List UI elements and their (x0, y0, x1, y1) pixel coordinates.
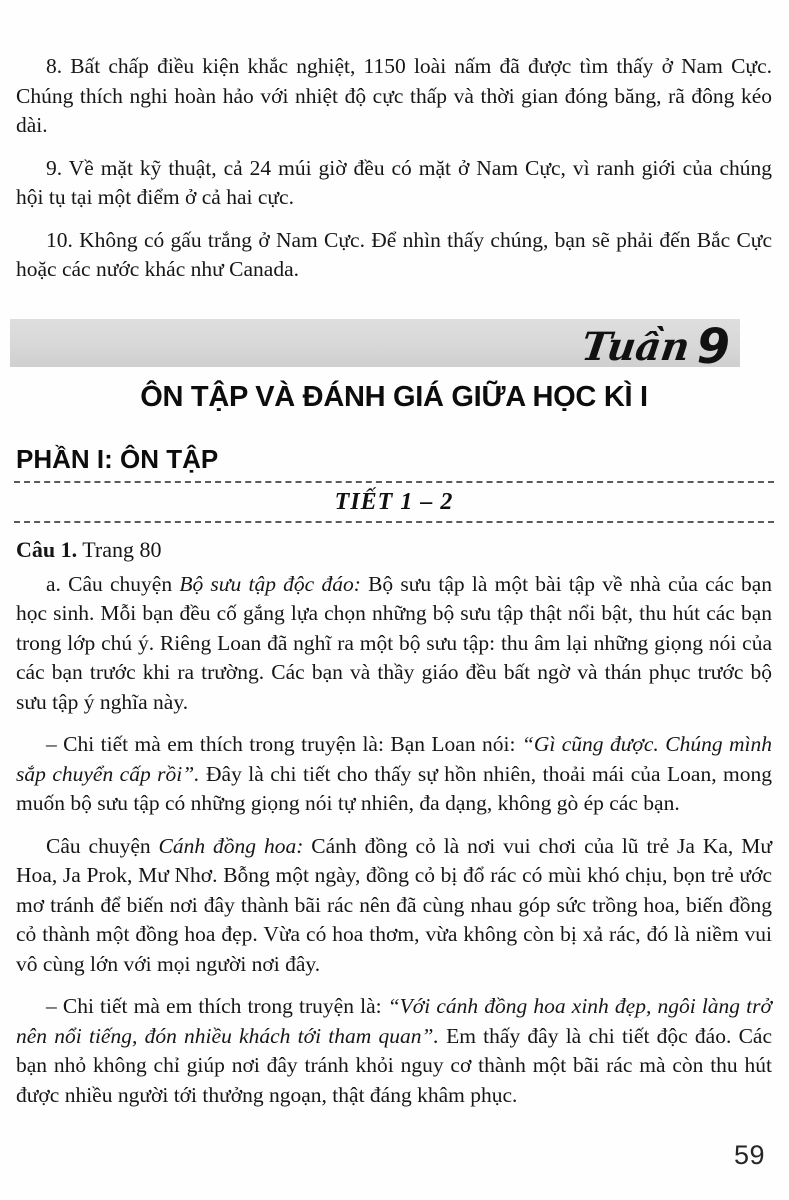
answer-story2-paragraph (16, 832, 772, 980)
answer-detail1-pre: – Chi tiết mà em thích trong truyện là: Bạn Loan nói: (46, 732, 522, 756)
answer-detail1-paragraph (16, 730, 772, 819)
section-title: ÔN TẬP VÀ ĐÁNH GIÁ GIỮA HỌC KÌ I (140, 380, 648, 413)
fact-paragraph-9: 9. Về mặt kỹ thuật, cả 24 múi giờ đều có mặt ở Nam Cực, vì ranh giới của chúng hội tụ tại một điểm ở cả hai cực. (16, 155, 772, 209)
fact-paragraph-10: 10. Không có gấu trắng ở Nam Cực. Để nhìn thấy chúng, bạn sẽ phải đến Bắc Cực hoặc các nước khác như Canada. (16, 227, 772, 281)
question-page-ref: Trang 80 (82, 536, 162, 562)
answer-story1-post: Bộ sưu tập là một bài tập về nhà của các bạn học sinh. Mỗi bạn đều cố gắng lựa chọn những bộ sưu tập thật nổi bật, thu hút các bạn trong lớp chú ý. Riêng Loan đã nghĩ ra một bộ sưu tập: thu âm lại những giọng nói của các bạn trước khi ra trường. Các bạn và thầy giáo đều bất ngờ và thán phục trước bộ sưu tập ý nghĩa này. (16, 571, 772, 714)
week-label: Tuần (578, 323, 693, 370)
answer-detail1-quote: “Gì cũng được. Chúng mình sắp chuyển cấp rồi”. (16, 732, 772, 786)
answer-story1-title: Bộ sưu tập độc đáo: (179, 571, 361, 596)
answer-detail2-post: Em thấy đây là chi tiết độc đáo. Các bạn nhỏ không chỉ giúp nơi đây tránh khỏi nguy cơ thành một bãi rác mà còn thu hút được nhiều người tới thưởng ngoạn, thật đáng khâm phục. (16, 1023, 772, 1107)
answer-story2-pre: Câu chuyện (46, 833, 159, 858)
lesson-heading: TIẾT 1 – 2 (334, 488, 454, 515)
fact-paragraph-8: 8. Bất chấp điều kiện khắc nghiệt, 1150 loài nấm đã được tìm thấy ở Nam Cực. Chúng thích nghi hoàn hảo với nhiệt độ cực thấp và thời gian đóng băng, rã đông kéo dài. (16, 54, 772, 137)
answer-detail2-pre: – Chi tiết mà em thích trong truyện là: (46, 994, 388, 1018)
answer-detail2-quote: “Với cánh đồng hoa xinh đẹp, ngôi làng trở nên nổi tiếng, đón nhiều khách tới tham quan”. (16, 994, 772, 1048)
week-banner (10, 318, 740, 375)
divider-bottom (14, 521, 774, 523)
answer-story2-post: Cánh đồng cỏ là nơi vui chơi của lũ trẻ Ja Ka, Mư Hoa, Ja Prok, Mư Nhơ. Bỗng một ngày, đồng cỏ bị đổ rác có mùi khó chịu, bọn trẻ ước mơ tránh để biến nơi đây thành bãi rác nên đã cùng nhau góp sức trồng hoa, biến đồng cỏ thành một đồng hoa đẹp. Vừa có hoa thơm, vừa không còn bị xả rác, đó là niềm vui vô cùng lớn với mọi người nơi đây. (16, 833, 772, 976)
answer-story2-title: Cánh đồng hoa: (158, 833, 304, 858)
page-number: 59 (733, 1140, 765, 1170)
answer-story1-pre: a. Câu chuyện (46, 571, 180, 596)
week-number: 9 (696, 318, 730, 375)
answer-detail1-post: Đây là chi tiết cho thấy sự hồn nhiên, thoải mái của Loan, mong muốn bộ sưu tập có những giọng nói tự nhiên, đa dạng, không gò ép các bạn. (16, 761, 772, 815)
part-heading: PHẦN I: ÔN TẬP (16, 443, 219, 474)
answer-detail2-paragraph (16, 992, 772, 1110)
question-line (16, 536, 772, 563)
answer-story1-paragraph (16, 570, 772, 718)
question-label: Câu 1. (16, 536, 78, 562)
divider-top (14, 481, 774, 483)
